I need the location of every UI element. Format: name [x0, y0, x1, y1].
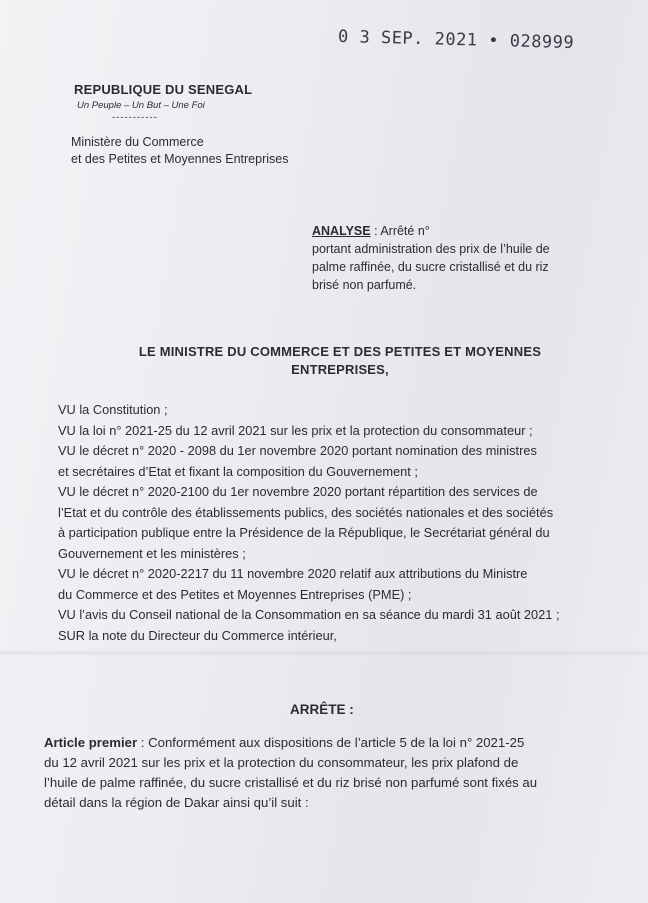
visa-line: VU l’avis du Conseil national de la Consommation en sa séance du mardi 31 août 2021 ;	[58, 607, 560, 622]
visa-line: SUR la note du Directeur du Commerce intérieur,	[58, 627, 337, 643]
national-motto: Un Peuple – Un But – Une Foi	[77, 100, 205, 111]
analyse-label: ANALYSE	[312, 224, 371, 238]
analyse-intro: : Arrêté n°	[370, 224, 430, 238]
article-line: détail dans la région de Dakar ainsi qu’il suit :	[44, 795, 309, 810]
article-text: : Conformément aux dispositions de l’article 5 de la loi n° 2021-25	[137, 735, 525, 750]
visas-list	[58, 400, 618, 646]
heading-line: LE MINISTRE DU COMMERCE ET DES PETITES ET MOYENNES	[138, 344, 542, 359]
country-name: REPUBLIQUE DU SENEGAL	[74, 82, 253, 97]
visa-line: VU la loi n° 2021-25 du 12 avril 2021 sur les prix et la protection du consommateur ;	[58, 422, 533, 438]
republic-header	[74, 82, 252, 123]
ministry-line: Ministère du Commerce	[71, 135, 204, 149]
visa-line: Gouvernement et les ministères ;	[58, 545, 246, 561]
visa-line: VU le décret n° 2020-2217 du 11 novembre 2020 relatif aux attributions du Ministre	[58, 566, 528, 581]
ministry-line: et des Petites et Moyennes Entreprises	[71, 152, 289, 166]
visa-line: VU le décret n° 2020 - 2098 du 1er novembre 2020 portant nomination des ministres	[58, 443, 537, 458]
paper-fold	[0, 650, 648, 656]
ministry-name	[71, 134, 288, 168]
arrete-title: ARRÊTE :	[290, 702, 354, 717]
article-label: Article premier	[44, 735, 138, 750]
heading-line: ENTREPRISES,	[291, 362, 389, 377]
analyse-block	[312, 222, 612, 294]
visa-line: l’Etat et du contrôle des établissements publics, des sociétés nationales et des sociétés	[58, 504, 554, 520]
visa-line: VU le décret n° 2020-2100 du 1er novembre 2020 portant répartition des services de	[58, 484, 538, 499]
visa-line: et secrétaires d’Etat et fixant la composition du Gouvernement ;	[58, 463, 418, 479]
article-premier	[44, 733, 614, 813]
analyse-line: palme raffinée, du sucre cristallisé et du riz	[312, 260, 549, 274]
registration-stamp: 0 3 SEP. 2021 • 028999	[337, 26, 575, 54]
header-separator: -----------	[112, 112, 158, 123]
decree-heading	[60, 343, 620, 379]
analyse-line: portant administration des prix de l’huile de	[312, 242, 550, 256]
visa-line: du Commerce et des Petites et Moyennes Entreprises (PME) ;	[58, 586, 412, 602]
visa-line: VU la Constitution ;	[58, 402, 168, 417]
article-line: l’huile de palme raffinée, du sucre cristallisé et du riz brisé non parfumé sont fixés au	[44, 775, 538, 790]
article-line: du 12 avril 2021 sur les prix et la protection du consommateur, les prix plafond de	[44, 755, 519, 770]
analyse-line: brisé non parfumé.	[312, 278, 417, 292]
visa-line: à participation publique entre la Présidence de la République, le Secrétariat général du	[58, 525, 550, 540]
